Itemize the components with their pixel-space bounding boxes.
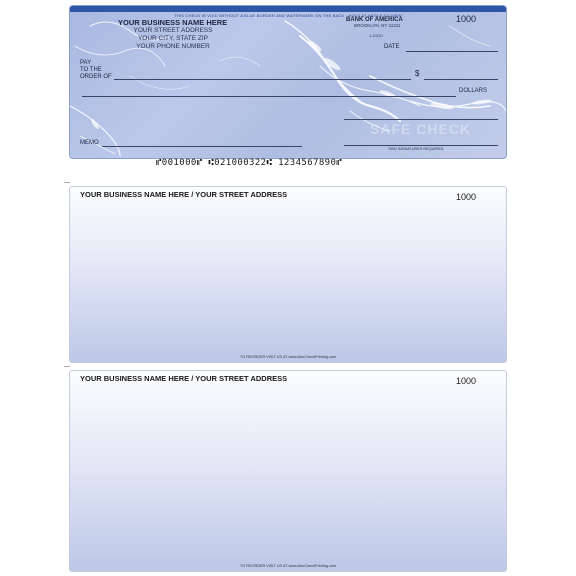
business-name: YOUR BUSINESS NAME HERE (118, 18, 228, 27)
signature-label: TWO SIGNATURES REQUIRED (388, 147, 444, 151)
stub-title: YOUR BUSINESS NAME HERE / YOUR STREET ADDRESS (80, 374, 288, 383)
signature-line-2[interactable] (344, 145, 498, 146)
memo-label: MEMO (80, 140, 99, 146)
written-amount-line[interactable] (82, 96, 456, 97)
bank-city: BROOKLYN, NY 11211 (354, 23, 401, 28)
dollar-sign: $ (415, 69, 420, 78)
signature-line-1[interactable] (344, 119, 498, 120)
date-line[interactable] (406, 51, 498, 52)
bank-name: BANK OF AMERICA (346, 17, 403, 23)
date-label: DATE (384, 44, 400, 50)
micr-line: ⑈001000⑈ ⑆021000322⑆ 1234567890⑈ (156, 158, 343, 168)
pay-label: PAY (80, 60, 92, 66)
reorder-footer: TO REORDER VISIT US AT www.AlroCheckPrinting.com (240, 564, 337, 568)
voucher-stub-bottom (69, 370, 507, 572)
perforation-mark: — (64, 180, 70, 186)
business-street: YOUR STREET ADDRESS (133, 27, 213, 34)
business-phone: YOUR PHONE NUMBER (136, 43, 210, 50)
stub-check-number: 1000 (456, 376, 477, 386)
amount-line[interactable] (424, 79, 498, 80)
reorder-footer: TO REORDER VISIT US AT www.AlroCheckPrinting.com (240, 355, 337, 359)
stub-check-number: 1000 (456, 192, 477, 202)
order-of-label: ORDER OF (80, 74, 112, 80)
payee-line[interactable] (114, 79, 411, 80)
dollars-label: DOLLARS (459, 88, 488, 94)
voucher-stub-top (69, 186, 507, 363)
to-the-label: TO THE (80, 67, 102, 73)
business-check (69, 5, 507, 159)
memo-line[interactable] (102, 146, 302, 147)
security-watermark: SAFE CHECK (370, 121, 472, 137)
check-number: 1000 (456, 14, 477, 24)
void-warning: THIS CHECK IS VOID WITHOUT A BLUE BORDER AND WATERMARK ON THE BACK · HOLD AT ANGLE TO VIEW (174, 13, 402, 18)
business-city: YOUR CITY, STATE ZIP (137, 35, 209, 42)
perforation-mark: — (64, 364, 70, 370)
routing-fraction: 1-2/210 (369, 33, 383, 38)
stub-title: YOUR BUSINESS NAME HERE / YOUR STREET ADDRESS (80, 190, 288, 199)
